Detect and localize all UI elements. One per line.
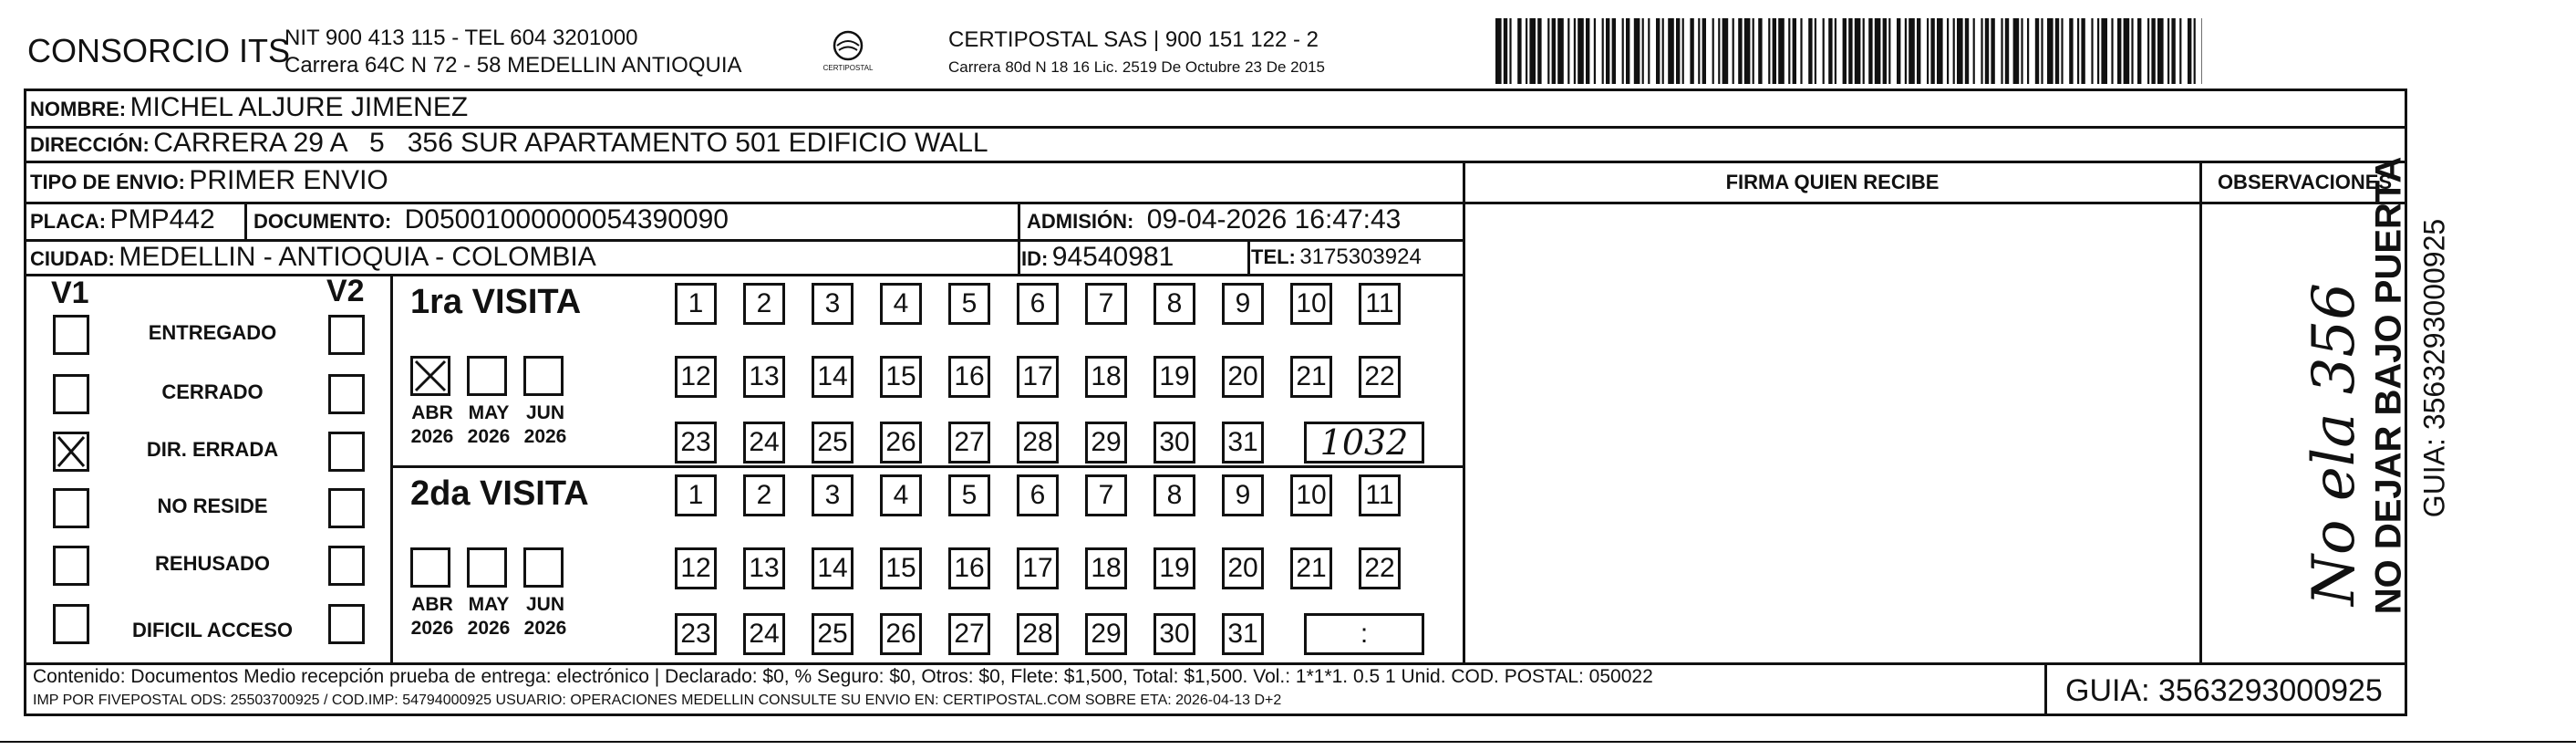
certipostal-line2: Carrera 80d N 18 16 Lic. 2519 De Octubre 23 De 2015: [948, 58, 1325, 76]
id-label: ID:: [1021, 247, 1049, 270]
status-v2-checkbox[interactable]: [328, 315, 365, 355]
status-label: ENTREGADO: [148, 321, 277, 344]
first-visit-day-box[interactable]: 6: [1017, 283, 1059, 325]
second-visit-day-box[interactable]: 7: [1085, 474, 1127, 516]
bottom-rule: [0, 741, 2576, 743]
second-visit-title: 2da VISITA: [410, 474, 589, 513]
first-visit-title: 1ra VISITA: [410, 283, 582, 321]
v2-header: V2: [326, 274, 365, 308]
admision-value: 09-04-2026 16:47:43: [1146, 204, 1402, 234]
first-visit-day-box[interactable]: 25: [812, 422, 853, 464]
side-guia: GUIA: 3563293000925: [2417, 218, 2451, 518]
second-visit-day-box[interactable]: 11: [1359, 474, 1401, 516]
first-visit-day-box[interactable]: 11: [1359, 283, 1401, 325]
second-visit-day-box[interactable]: 19: [1154, 547, 1195, 589]
admision-field: [1027, 204, 1401, 235]
status-v1-checkbox[interactable]: [53, 488, 89, 528]
first-visit-month-checkbox[interactable]: [523, 356, 564, 396]
second-visit-day-box[interactable]: 25: [812, 613, 853, 655]
second-visit-day-box[interactable]: 13: [743, 547, 785, 589]
first-visit-month-label: ABR 2026: [410, 402, 454, 447]
second-visit-day-box[interactable]: 3: [812, 474, 853, 516]
tel-label: TEL:: [1251, 245, 1296, 268]
documento-value: D05001000000054390090: [404, 204, 729, 234]
first-visit-day-box[interactable]: 16: [948, 356, 990, 398]
id-field: [1021, 242, 1174, 273]
direccion-value: CARRERA 29 A 5 356 SUR APARTAMENTO 501 EDIFICIO WALL: [153, 128, 988, 158]
second-visit-day-box[interactable]: 6: [1017, 474, 1059, 516]
second-visit-day-box[interactable]: 24: [743, 613, 785, 655]
barcode: [1495, 18, 2202, 84]
company-address: Carrera 64C N 72 - 58 MEDELLIN ANTIOQUIA: [284, 53, 742, 78]
second-visit-day-box[interactable]: 30: [1154, 613, 1195, 655]
first-visit-day-box[interactable]: 26: [880, 422, 922, 464]
second-visit-day-box[interactable]: 31: [1222, 613, 1264, 655]
first-visit-day-box[interactable]: 4: [880, 283, 922, 325]
nombre-label: NOMBRE:: [30, 98, 127, 120]
footer-contents-line: Contenido: Documentos Medio recepción prueba de entrega: electrónico | Declarado: $0, % Seguro: $0, Otros: $0, Flete: $1,500, Total: $1,500. Vol.: 1*1*1. 0.5 1 Unid. COD. POSTAL: 050022: [33, 666, 1653, 687]
second-visit-day-box[interactable]: 9: [1222, 474, 1264, 516]
second-visit-day-box[interactable]: 28: [1017, 613, 1059, 655]
second-visit-day-box[interactable]: 12: [675, 547, 717, 589]
ciudad-label: CIUDAD:: [30, 247, 115, 270]
tel-value: 3175303924: [1299, 245, 1422, 269]
ciudad-value: MEDELLIN - ANTIOQUIA - COLOMBIA: [119, 242, 596, 272]
logo-text: CERTIPOSTAL: [822, 64, 874, 72]
first-visit-day-box[interactable]: 9: [1222, 283, 1264, 325]
v1-header: V1: [51, 276, 89, 310]
second-visit-day-box[interactable]: 22: [1359, 547, 1401, 589]
first-visit-month-checkbox[interactable]: [410, 356, 450, 396]
first-visit-day-box[interactable]: 1: [675, 283, 717, 325]
first-visit-day-box[interactable]: 23: [675, 422, 717, 464]
second-visit-day-box[interactable]: 29: [1085, 613, 1127, 655]
second-visit-day-box[interactable]: 21: [1290, 547, 1332, 589]
first-visit-day-box[interactable]: 14: [812, 356, 853, 398]
second-visit-day-box[interactable]: 8: [1154, 474, 1195, 516]
second-visit-day-box[interactable]: 26: [880, 613, 922, 655]
tipo-envio-value: PRIMER ENVIO: [189, 165, 388, 195]
second-visit-time-field[interactable]: :: [1304, 613, 1424, 655]
second-visit-day-box[interactable]: 4: [880, 474, 922, 516]
first-visit-time-field[interactable]: 1032: [1304, 422, 1424, 464]
company-nit-tel: NIT 900 413 115 - TEL 604 3201000: [284, 26, 638, 50]
second-visit-day-box[interactable]: 2: [743, 474, 785, 516]
second-visit-day-box[interactable]: 5: [948, 474, 990, 516]
direccion-label: DIRECCIÓN:: [30, 133, 150, 156]
status-v1-checkbox[interactable]: [53, 374, 89, 414]
first-visit-day-box[interactable]: 22: [1359, 356, 1401, 398]
firma-header: FIRMA QUIEN RECIBE: [1725, 171, 1940, 193]
first-visit-day-box[interactable]: 3: [812, 283, 853, 325]
status-v2-checkbox[interactable]: [328, 488, 365, 528]
placa-field: [30, 204, 215, 235]
second-visit-month-label: JUN 2026: [523, 594, 567, 639]
first-visit-day-box[interactable]: 17: [1017, 356, 1059, 398]
side-no-dejar: NO DEJAR BAJO PUERTA: [2368, 156, 2409, 615]
company-name: CONSORCIO ITS: [27, 32, 291, 69]
second-visit-day-box[interactable]: 1: [675, 474, 717, 516]
placa-value: PMP442: [109, 204, 215, 234]
status-v2-checkbox[interactable]: [328, 604, 365, 644]
tel-field: [1251, 245, 1422, 270]
first-visit-day-box[interactable]: 8: [1154, 283, 1195, 325]
second-visit-day-box[interactable]: 27: [948, 613, 990, 655]
status-label: DIFICIL ACCESO: [131, 619, 293, 641]
admision-label: ADMISIÓN:: [1027, 210, 1134, 233]
first-visit-month-checkbox[interactable]: [467, 356, 507, 396]
first-visit-day-box[interactable]: 28: [1017, 422, 1059, 464]
nombre-value: MICHEL ALJURE JIMENEZ: [129, 92, 469, 122]
observaciones-header: OBSERVACIONES: [2217, 171, 2393, 193]
direccion-row: [30, 128, 988, 159]
second-visit-month-checkbox[interactable]: [410, 547, 450, 588]
first-visit-day-box[interactable]: 30: [1154, 422, 1195, 464]
first-visit-day-box[interactable]: 18: [1085, 356, 1127, 398]
tipo-envio-label: TIPO DE ENVIO:: [30, 171, 185, 193]
second-visit-month-label: ABR 2026: [410, 594, 454, 639]
status-label: DIR. ERRADA: [146, 438, 279, 461]
first-visit-day-box[interactable]: 10: [1290, 283, 1332, 325]
first-visit-day-box[interactable]: 20: [1222, 356, 1264, 398]
first-visit-day-box[interactable]: 5: [948, 283, 990, 325]
documento-label: DOCUMENTO:: [253, 210, 392, 233]
second-visit-day-box[interactable]: 20: [1222, 547, 1264, 589]
placa-label: PLACA:: [30, 210, 107, 233]
status-label: REHUSADO: [155, 552, 270, 575]
second-visit-day-box[interactable]: 18: [1085, 547, 1127, 589]
nombre-row: [30, 92, 468, 123]
status-v1-checkbox[interactable]: [53, 315, 89, 355]
checkmark-x-icon: [56, 434, 87, 469]
first-visit-day-box[interactable]: 7: [1085, 283, 1127, 325]
first-visit-day-box[interactable]: 15: [880, 356, 922, 398]
first-visit-day-box[interactable]: 2: [743, 283, 785, 325]
ciudad-field: [30, 242, 596, 273]
certipostal-line1: CERTIPOSTAL SAS | 900 151 122 - 2: [948, 27, 1319, 52]
status-label: CERRADO: [161, 380, 264, 403]
first-visit-day-box[interactable]: 12: [675, 356, 717, 398]
status-v2-checkbox[interactable]: [328, 432, 365, 472]
footer-guia: GUIA: 3563293000925: [2065, 673, 2383, 708]
handwritten-observation: No ela 356: [2301, 283, 2368, 606]
footer-imp-line: IMP POR FIVEPOSTAL ODS: 25503700925 / COD.IMP: 54794000925 USUARIO: OPERACIONES MEDELLIN CONSULTE SU ENVIO EN: CERTIPOSTAL.COM SOBRE ETA: 2026-04-13 D+2: [33, 693, 1282, 708]
first-visit-day-box[interactable]: 29: [1085, 422, 1127, 464]
second-visit-day-box[interactable]: 23: [675, 613, 717, 655]
first-visit-month-label: JUN 2026: [523, 402, 567, 447]
second-visit-month-label: MAY 2026: [467, 594, 511, 639]
first-visit-day-box[interactable]: 13: [743, 356, 785, 398]
status-label: NO RESIDE: [157, 495, 268, 517]
status-v2-checkbox[interactable]: [328, 374, 365, 414]
id-value: 94540981: [1051, 242, 1174, 272]
second-visit-day-box[interactable]: 16: [948, 547, 990, 589]
first-visit-day-box[interactable]: 24: [743, 422, 785, 464]
second-visit-day-box[interactable]: 15: [880, 547, 922, 589]
status-v1-checkbox[interactable]: [53, 546, 89, 586]
second-visit-day-box[interactable]: 10: [1290, 474, 1332, 516]
first-visit-day-box[interactable]: 19: [1154, 356, 1195, 398]
tipo-envio-row: [30, 165, 388, 196]
second-visit-day-box[interactable]: 17: [1017, 547, 1059, 589]
status-v1-checkbox[interactable]: [53, 604, 89, 644]
second-visit-month-checkbox[interactable]: [523, 547, 564, 588]
status-v2-checkbox[interactable]: [328, 546, 365, 586]
certipostal-logo-icon: [821, 27, 875, 78]
first-visit-day-box[interactable]: 21: [1290, 356, 1332, 398]
first-visit-month-label: MAY 2026: [467, 402, 511, 447]
documento-field: [253, 204, 729, 235]
status-v1-checkbox[interactable]: [53, 432, 89, 472]
first-visit-day-box[interactable]: 31: [1222, 422, 1264, 464]
second-visit-day-box[interactable]: 14: [812, 547, 853, 589]
second-visit-month-checkbox[interactable]: [467, 547, 507, 588]
checkmark-x-icon: [413, 359, 448, 393]
first-visit-day-box[interactable]: 27: [948, 422, 990, 464]
